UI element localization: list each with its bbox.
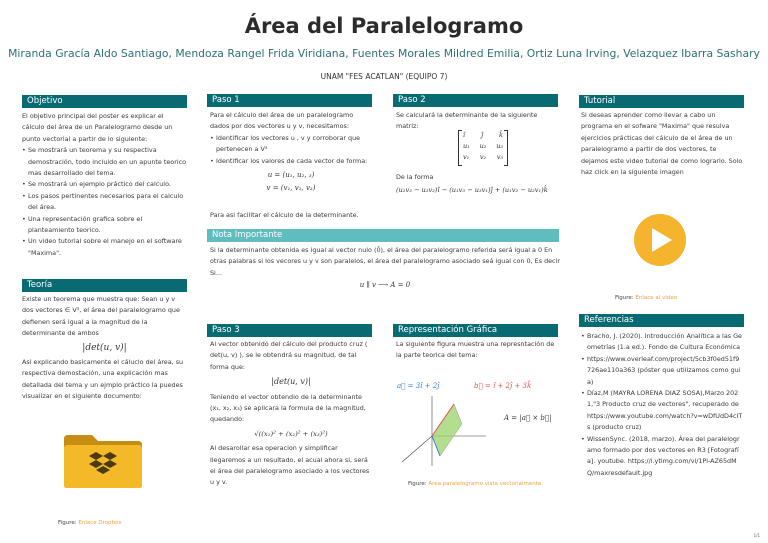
nota-header: Nota Importante [207,229,559,242]
list-item: • Los pasos pertinentes necesarios para el calculo del área. [22,191,187,214]
matrix-row: u₁ u₂ u₃ [463,142,503,150]
paso2-de-la-forma: De la forma [396,173,434,181]
list-item: • Una representación grafica sobre el planteamiento teorico. [22,214,187,237]
matrix-row: î ĵ k̂ [463,131,503,139]
teoria-header: Teoría [22,279,187,292]
paso1-header: Paso 1 [207,94,372,107]
tutorial-caption: Figure: Enlace al video [615,295,678,301]
referencias-section [581,331,743,479]
paso1-list [210,133,372,167]
representacion-header: Representación Gráfica [393,324,558,337]
paso1-intro: Para el cálculo del área de un paralelogramo dados por dos vectores u y v, necesitamos: [210,111,354,131]
teoria-formula: |det(u, v)| [82,342,127,353]
paso2-intro: Se calculará la determinante de la siguiente matriz: [396,111,538,131]
tutorial-header: Tutorial [579,95,744,108]
referencias-header: Referencias [579,314,744,327]
objetivo-list [22,145,187,259]
poster-title: Área del Paralelogramo [244,14,524,38]
referencias-list [581,331,743,479]
dropbox-link[interactable]: Enlace Dropbox [78,520,122,526]
nota-text: Si la determinante obtenida es igual al vector nulo (0̄), el área del paralelogramo referida será igual a 0 En otras palabras si los vecores u y v son paralelos, el área del paralelogramo asociado seá igual con 0, Es decir Si... [210,246,560,277]
poster-affiliation: UNAM "FES ACATLAN" (EQUIPO 7) [320,72,448,81]
list-item[interactable]: • WissenSync. (2018, marzo). Área del paralelogramo formado por dos vectores en R3 [Fotografía]. youtube. https://i.ytimg.com/vi/1Pi-AZ65dMQ/maxresdefault.jpg [581,434,743,480]
nota-formula: u ∥ v ⟶ A = 0 [359,281,411,289]
paso3-formula-2: √((x₁)² + (x₂)² + (x₃)²) [254,429,328,438]
poster-authors: Miranda Gracía Aldo Santiago, Mendoza Rangel Frida Viridiana, Fuentes Morales Mildred Emilia, Ortiz Luna Irving, Velazquez Ibarra Sashary [8,47,760,60]
list-item: • Se mostrará un ejemplo práctico del calculo. [22,179,187,190]
objetivo-header: Objetivo [22,95,187,108]
paso2-header: Paso 2 [393,94,558,107]
video-link[interactable]: Enlace al video [635,295,678,301]
list-item: • Identificar los vectores u , v y corroborar que pertenecen a V³ [210,133,372,156]
paso1-section [210,110,372,195]
vec-a-label: a⃗ = 3î + 2ĵ [397,382,440,390]
paso3-text-3: Al desarollar esa operacion y simplificar llegaremos a un resultado, el acual ahora si, será el área del paralelogramo asociado a los vectores u y v. [210,444,370,487]
list-item: • Bracho, J. (2020). Introducción Analítica a las Geometrías (1.a ed.). Fondo de Cultura Económica [581,331,743,354]
dropbox-folder-icon[interactable] [62,431,144,489]
teoria-text-2: Asi explicando basicamente el cáluclo del área, su respectiva demostación, una explicación mas detallada del tema y un ejmplo práctico la puedes visualizar en el siguiente documento: [22,358,184,401]
objetivo-intro: El objetivo principal del poster es explicar el cálculo del área de un Paralelogramo desde un punto vectorial a partir de lo siguiente: [22,112,173,143]
teoria-section [22,294,187,403]
paso3-section [210,339,372,489]
paso2-matrix [458,130,508,164]
paso3-text-2: Teniendo el vector obtendio de la determinante (x₁, x₂, x₃) se aplicara la formula de la magnitud, quedando: [210,392,366,424]
list-item: • Identificar los valores de cada vector de forma: [210,156,372,167]
matrix-row: v₁ v₂ v₃ [463,153,503,161]
parallelogram-figure [394,376,559,474]
teoria-text-1: Existe un teorema que muestra que: Sean u y v dos vectores ∈ V³, el área del paralelogramo que defienen será igual a la magnitud de la determinante de ambos [22,295,180,338]
teoria-caption: Figure: Enlace Dropbox [58,520,122,526]
area-label: A = |a⃗ × b⃗| [504,414,552,422]
paso3-formula-1: |det(u, v)| [271,377,311,387]
list-item: • Un video tutorial sobre el manejo en el software "Maxima". [22,236,187,259]
paso3-text-1: Al vector obtenido del cálculo del producto cruz ( det(u, v) ), se le obtendrá su magnitud, de tal forma que: [210,340,368,371]
list-item[interactable]: • https://www.overleaf.com/project/5cb3f0ed51f9726ae110a363 (póster que utilizamos como guia) [581,354,743,388]
list-item[interactable]: • Díaz,M (MAYRA LORENA DIAZ SOSA),Marzo 2021,"3 Producto cruz de vectores", recuperado de https://www.youtube.com/watch?v=wDfUdD4cITs (producto cruz) [581,388,743,434]
paso1-closing: Para asi facilitar el cálculo de la determinante. [210,211,359,219]
page-number: 1/1 [753,533,760,538]
list-item: • Se mostrará un teorema y su respectiva demostración, todo incluido en un apunte teorico mas desarrollado del tema. [22,145,187,179]
representacion-caption: Figure: Area paralelogramo vista vectorialmente [408,481,542,487]
paso1-eq-u: u = (u₁, u₂, ₃) [267,171,315,180]
tutorial-text: Si deseas aprender como llevar a cabo un programa en el sofware "Maxima" que resulva ejercicios prácticas del cálculo de el área de un paralelogramo a partir de dos vectores, te dejamos este video tutorial de como lograrlo. Solo haz click en la siguiente imagen [581,111,743,177]
paso2-expansion: (u₂v₃ − u₃v₂)î − (u₁v₃ − u₃v₁)ĵ + (u₁v₂ − u₂v₁)k̂ [396,186,548,194]
representacion-intro: La siguiente figura muestra una represntación de la parte teorica del tema: [396,340,555,360]
representacion-link[interactable]: Area paralelogramo vista vectorialmente [428,481,542,487]
vec-b-label: b⃗ = î + 2ĵ + 3k̂ [474,382,532,390]
paso3-header: Paso 3 [207,324,372,337]
paso1-eq-v: v = (v₁, v₂, v₃) [266,184,316,193]
objetivo-section [22,111,187,259]
video-thumbnail[interactable] [605,198,715,283]
